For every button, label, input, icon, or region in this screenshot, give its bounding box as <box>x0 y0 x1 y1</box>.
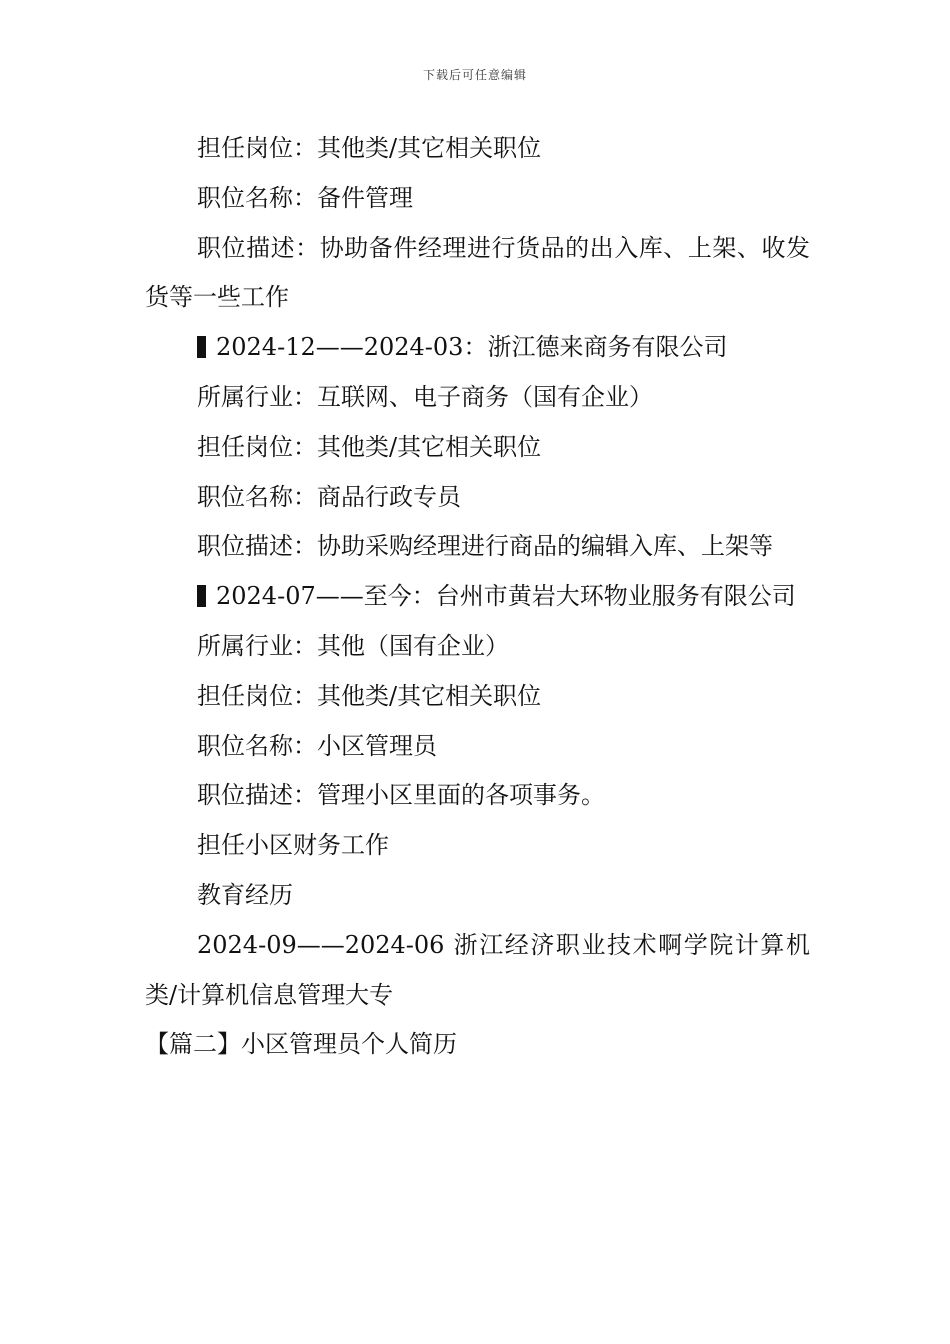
paragraph-text: 所属行业：其他（国有企业） <box>197 631 509 660</box>
paragraph-text: 【篇二】小区管理员个人简历 <box>145 1030 457 1059</box>
paragraph-text: 职位描述：协助采购经理进行商品的编辑入库、上架等 <box>197 532 773 561</box>
paragraph-job-title <box>145 722 810 772</box>
paragraph-position <box>145 672 810 722</box>
paragraph-job-description <box>145 771 810 821</box>
paragraph-text: 担任岗位：其他类/其它相关职位 <box>197 432 542 461</box>
paragraph-industry <box>145 373 810 423</box>
paragraph-text: 担任岗位：其他类/其它相关职位 <box>197 681 542 710</box>
paragraph-text: 职位描述：协助备件经理进行货品的出入库、上架、收发货等一些工作 <box>145 233 810 312</box>
paragraph-education-entry <box>145 921 810 1021</box>
paragraph-text: 担任岗位：其他类/其它相关职位 <box>197 134 542 162</box>
paragraph-job-title <box>145 174 810 224</box>
paragraph-job-description <box>145 224 810 324</box>
paragraph-text: 职位名称：小区管理员 <box>197 731 437 760</box>
page-header-note: 下载后可任意编辑 <box>422 68 527 82</box>
paragraph-text: 职位描述：管理小区里面的各项事务。 <box>197 781 605 810</box>
paragraph-text: 2024-07——至今：台州市黄岩大环物业服务有限公司 <box>216 582 796 611</box>
paragraph-job-title <box>145 473 810 523</box>
paragraph-position <box>145 124 810 174</box>
document-body <box>145 124 810 1070</box>
paragraph-text: 职位名称：备件管理 <box>197 183 413 212</box>
paragraph-position <box>145 423 810 473</box>
bullet-square-icon <box>197 585 206 607</box>
paragraph-duty <box>145 821 810 871</box>
paragraph-text: 所属行业：互联网、电子商务（国有企业） <box>197 382 653 411</box>
bullet-square-icon <box>197 336 206 358</box>
paragraph-text: 职位名称：商品行政专员 <box>197 482 461 511</box>
paragraph-employment-entry <box>145 323 810 373</box>
section-heading-education <box>145 871 810 921</box>
paragraph-text: 教育经历 <box>197 880 293 909</box>
chapter-heading <box>145 1020 810 1070</box>
paragraph-text: 担任小区财务工作 <box>197 831 389 860</box>
paragraph-job-description <box>145 522 810 572</box>
paragraph-text: 2024-12——2024-03：浙江德来商务有限公司 <box>216 333 728 362</box>
paragraph-employment-entry <box>145 572 810 622</box>
paragraph-text: 2024-09——2024-06 浙江经济职业技术啊学院计算机类/计算机信息管理大专 <box>145 930 810 1009</box>
paragraph-industry <box>145 622 810 672</box>
